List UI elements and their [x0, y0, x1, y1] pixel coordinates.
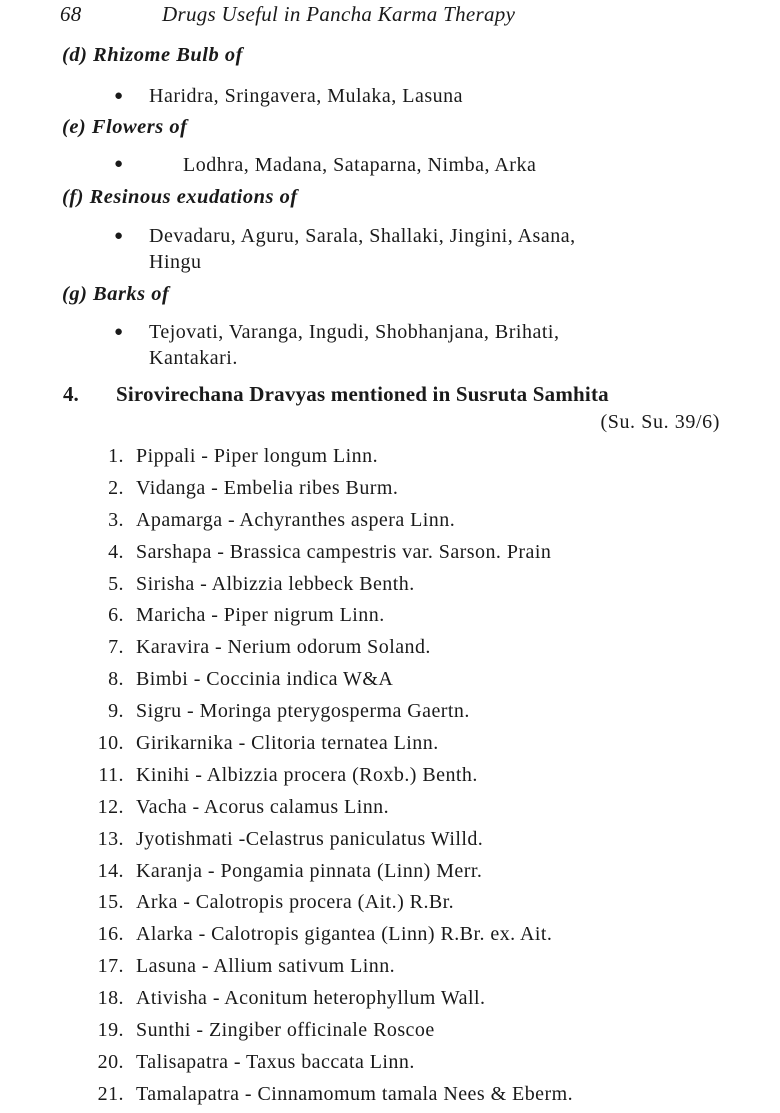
subsection-f-line-2: Hingu	[149, 251, 202, 273]
list-item-text: Jyotishmati -Celastrus paniculatus Willd.	[136, 827, 484, 850]
subsection-d-line-1: Haridra, Sringavera, Mulaka, Lasuna	[149, 85, 464, 107]
subsection-g-line-2: Kantakari.	[149, 347, 238, 369]
list-item-number: 5.	[108, 572, 124, 595]
section-number: 4.	[63, 382, 79, 406]
list-item-number: 1.	[108, 445, 124, 467]
running-title: Drugs Useful in Pancha Karma Therapy	[162, 2, 516, 26]
list-item-number: 10.	[97, 732, 124, 755]
list-item-text: Sigru - Moringa pterygosperma Gaertn.	[136, 700, 470, 723]
list-item-text: Arka - Calotropis procera (Ait.) R.Br.	[136, 891, 455, 914]
list-item	[0, 889, 780, 921]
subsection-heading-f: (f) Resinous exudations of	[62, 186, 298, 208]
section-title: Sirovirechana Dravyas mentioned in Susruta Samhita	[116, 382, 609, 406]
list-item-number: 19.	[97, 1019, 124, 1042]
list-item-number: 12.	[97, 795, 124, 818]
list-item-text: Karanja - Pongamia pinnata (Linn) Merr.	[136, 859, 483, 882]
list-item-text: Pippali - Piper longum Linn.	[136, 445, 379, 467]
list-item	[0, 921, 780, 953]
subsection-heading-d: (d) Rhizome Bulb of	[62, 44, 243, 66]
list-item	[0, 666, 780, 698]
list-item	[0, 507, 780, 539]
list-item	[0, 634, 780, 666]
list-item-number: 15.	[97, 891, 124, 914]
list-item-text: Tamalapatra - Cinnamomum tamala Nees & Eberm.	[136, 1082, 574, 1105]
list-item-text: Alarka - Calotropis gigantea (Linn) R.Br. ex. Ait.	[136, 923, 553, 946]
bullet-icon: ●	[114, 156, 124, 172]
list-item-text: Maricha - Piper nigrum Linn.	[136, 604, 385, 627]
list-item-text: Ativisha - Aconitum heterophyllum Wall.	[136, 987, 486, 1010]
subsection-e-line-1: Lodhra, Madana, Sataparna, Nimba, Arka	[183, 154, 537, 176]
list-item-text: Girikarnika - Clitoria ternatea Linn.	[136, 732, 439, 755]
list-item-number: 13.	[97, 827, 124, 850]
list-item	[0, 730, 780, 762]
list-item-text: Sarshapa - Brassica campestris var. Sarson. Prain	[136, 540, 552, 563]
list-item	[0, 475, 780, 507]
list-item-text: Lasuna - Allium sativum Linn.	[136, 955, 396, 978]
list-item-number: 18.	[97, 987, 124, 1010]
list-item-text: Apamarga - Achyranthes aspera Linn.	[136, 508, 456, 531]
list-item	[0, 539, 780, 571]
list-item	[0, 858, 780, 890]
list-item-number: 2.	[108, 476, 124, 499]
list-item-number: 6.	[108, 604, 124, 627]
bullet-icon: ●	[114, 88, 124, 104]
list-item-number: 7.	[108, 636, 124, 659]
list-item	[0, 571, 780, 603]
drug-list	[0, 443, 780, 1113]
list-item-number: 9.	[108, 700, 124, 723]
list-item-number: 8.	[108, 668, 124, 691]
list-item-number: 3.	[108, 508, 124, 531]
list-item	[0, 1049, 780, 1081]
list-item-text: Sunthi - Zingiber officinale Roscoe	[136, 1019, 435, 1042]
list-item-number: 20.	[97, 1050, 124, 1073]
list-item	[0, 762, 780, 794]
list-item-text: Talisapatra - Taxus baccata Linn.	[136, 1050, 415, 1073]
list-item	[0, 826, 780, 858]
list-item-text: Vidanga - Embelia ribes Burm.	[136, 476, 399, 499]
subsection-g-line-1: Tejovati, Varanga, Ingudi, Shobhanjana, Brihati,	[149, 321, 560, 343]
page-number: 68	[60, 2, 82, 26]
list-item	[0, 1017, 780, 1049]
bullet-icon: ●	[114, 228, 124, 244]
list-item	[0, 794, 780, 826]
list-item-number: 11.	[98, 763, 124, 786]
running-header	[60, 2, 760, 28]
list-item	[0, 985, 780, 1017]
list-item-text: Kinihi - Albizzia procera (Roxb.) Benth.	[136, 763, 478, 786]
bullet-icon: ●	[114, 324, 124, 340]
section-reference: (Su. Su. 39/6)	[600, 411, 720, 433]
list-item-number: 17.	[97, 955, 124, 978]
list-item-text: Bimbi - Coccinia indica W&A	[136, 668, 394, 691]
list-item-text: Karavira - Nerium odorum Soland.	[136, 636, 431, 659]
list-item-number: 14.	[97, 859, 124, 882]
list-item-text: Sirisha - Albizzia lebbeck Benth.	[136, 572, 415, 595]
list-item	[0, 698, 780, 730]
list-item	[0, 602, 780, 634]
subsection-heading-e: (e) Flowers of	[62, 116, 188, 138]
subsection-f-line-1: Devadaru, Aguru, Sarala, Shallaki, Jingini, Asana,	[149, 225, 576, 247]
list-item	[0, 443, 780, 475]
list-item	[0, 953, 780, 985]
list-item-number: 4.	[108, 540, 124, 563]
list-item-number: 21.	[97, 1082, 124, 1105]
list-item-text: Vacha - Acorus calamus Linn.	[136, 795, 390, 818]
subsection-heading-g: (g) Barks of	[62, 283, 170, 305]
list-item-number: 16.	[97, 923, 124, 946]
